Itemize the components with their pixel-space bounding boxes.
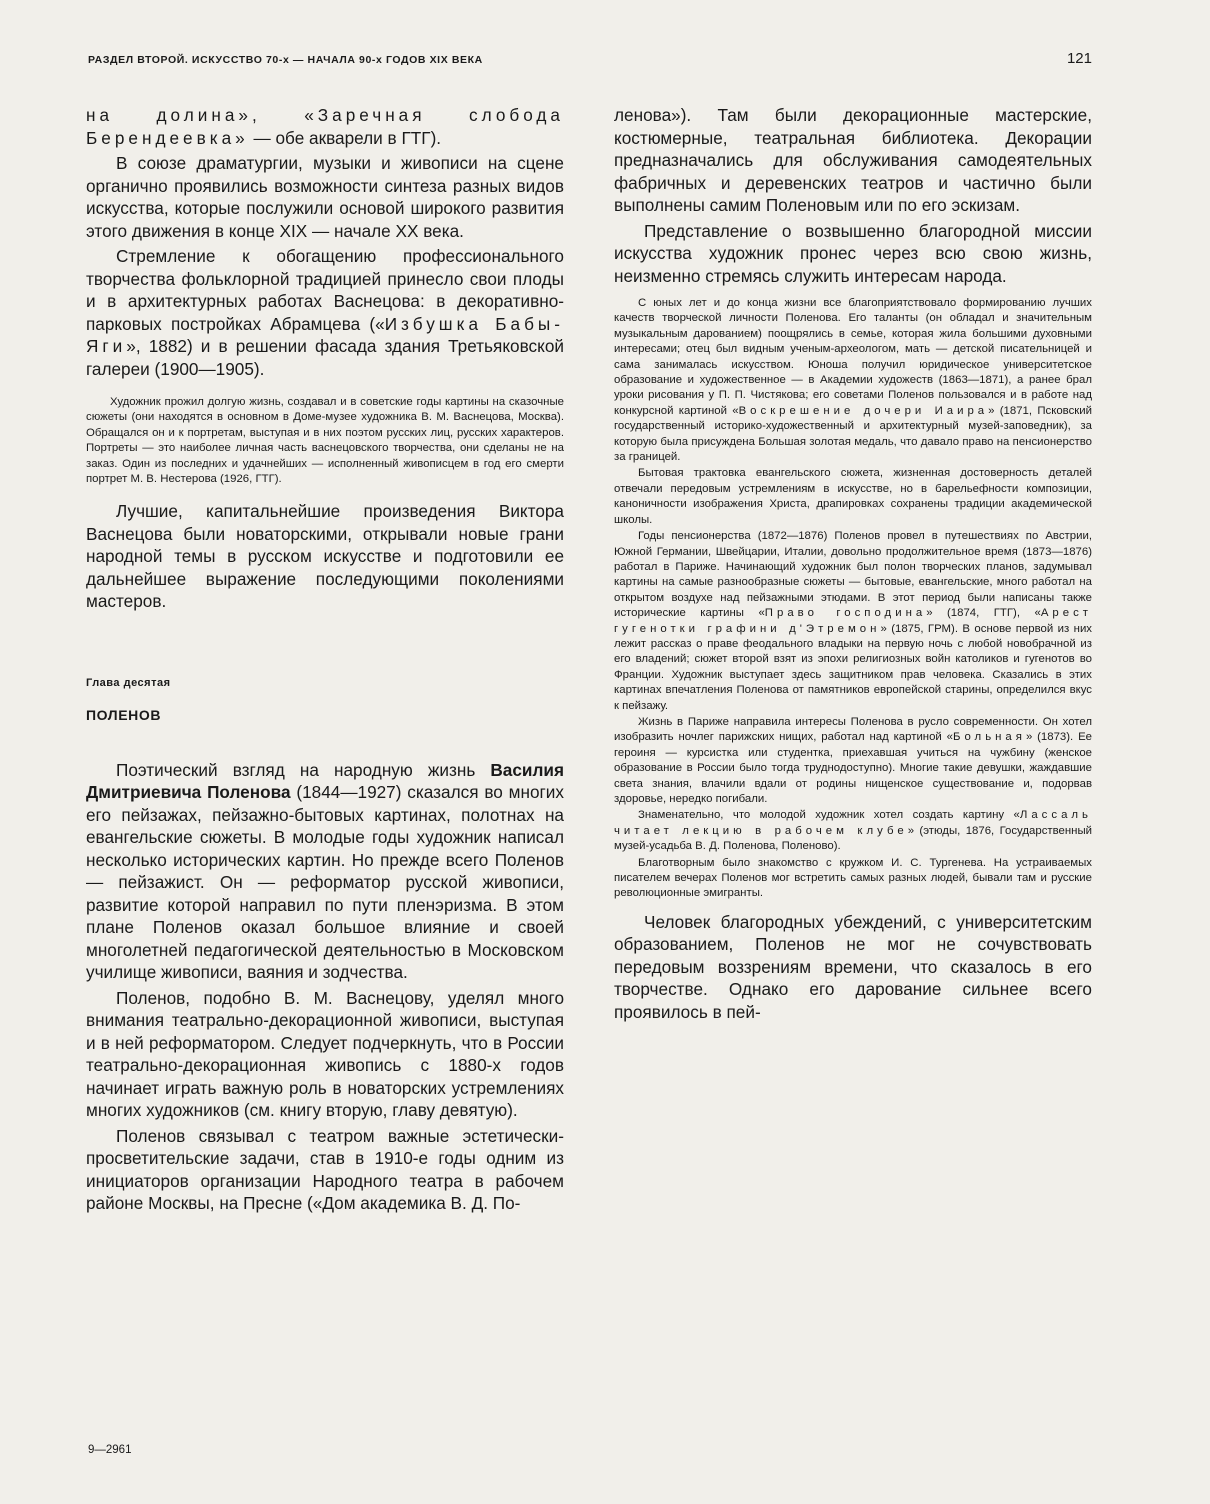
- small-print-paragraph: Художник прожил долгую жизнь, создавал и в советские годы картины на сказочные сюжеты (они находятся в основном в Доме-музее художника В. М. Васнецова, Москва). Обращался он и к портретам, выступая и в них поэтом русских лиц, русских характеров. Портреты — это наиболее личная часть васнецовского творчества, они сделаны не на заказ. Один из последних и удачнейших — исполненный живописцем в год его смерти портрет М. В. Нестерова (1926, ГТГ).: [86, 396, 564, 486]
- paragraph: Лучшие, капитальнейшие произведения Виктора Васнецова были новаторскими, открывали новые грани народной темы в русском искусстве и подготовили ее дальнейшее выражение последующими поколениями мастеров.: [86, 501, 564, 612]
- running-head: РАЗДЕЛ ВТОРОЙ. ИСКУССТВО 70-х — НАЧАЛА 90-х ГОДОВ XIX ВЕКА: [88, 54, 483, 66]
- spaced-title: Арест гугенотки графини д'Этремон: [614, 607, 1092, 635]
- paragraph: Поленов, подобно В. М. Васнецову, уделял много внимания театрально-декорационной живописи, выступая и в ней реформатором. Следует подчеркнуть, что в России театрально-декорационная живопись с 1880-х годов начинает играть важную роль в новаторских устремлениях многих художников (см. книгу вторую, главу девятую).: [86, 987, 564, 1121]
- paragraph: Стремление к обогащению профессионального творчества фольклорной традицией принесло свои плоды и в архитектурных работах Васнецова: в декоративно-парковых постройках Абрамцева («Избушка Бабы-Яги», 1882) и в решении фасада здания Третьяковской галереи (1900—1905).: [86, 246, 564, 379]
- spaced-title: Право господина: [764, 607, 927, 620]
- spaced-title: на долина», «Заречная слобода Берендеевка»: [86, 105, 564, 148]
- spaced-title: Лассаль читает лекцию в рабочем клубе: [614, 809, 1092, 837]
- small-print-paragraph: Знаменательно, что молодой художник хотел создать картину «Лассаль читает лекцию в рабочем клубе» (этюды, 1876, Государственный музей-усадьба В. Д. Поленова, Поленово).: [614, 809, 1092, 853]
- paragraph: ленова»). Там были декорационные мастерские, костюмерные, театральная библиотека. Декорации предназначались для обслуживания самодеятельных фабричных и деревенских театров и частично были выполнены самим Поленовым или по его эскизам.: [614, 105, 1092, 215]
- printer-signature: 9—2961: [88, 1444, 132, 1456]
- artist-name: Василия Дмитриевича Поленова: [86, 759, 564, 803]
- paragraph: Поленов связывал с театром важные эстетически-просветительские задачи, став в 1910-е годы одним из инициаторов организации Народного театра в рабочем районе Москвы, на Пресне («Дом академика В. Д. По-: [86, 1125, 564, 1214]
- paragraph: Человек благородных убеждений, с университетским образованием, Поленов не мог не сочувствовать передовым воззрениям времени, что сказалось в его творчестве. Однако его дарование сильнее всего проявилось в пей-: [614, 911, 1092, 1022]
- right-column: [614, 104, 1092, 1026]
- spaced-title: Воскрешение дочери Иаира: [738, 404, 989, 417]
- small-print-paragraph: Бытовая трактовка евангельского сюжета, жизненная достоверность деталей отвечали передовым устремлениям в искусстве, но в барельефности композиции, каноничности изображения Христа, драпировках сохранены традиции академической школы.: [614, 467, 1092, 526]
- paragraph: В союзе драматургии, музыки и живописи на сцене органично проявились возможности синтеза разных видов искусства, которые послужили основой широкого развития этого движения в конце XIX — начале XX века.: [86, 153, 564, 241]
- small-print-paragraph: С юных лет и до конца жизни все благоприятствовало формированию лучших качеств творческой личности Поленова. Его таланты (он обладал и значительным музыкальным дарованием) поощрялись в семье, которая жила большими духовными интересами; отец был видным ученым-археологом, мать — детской писательницей и сама занималась искусством. Юноша получил юридическое университетское образование и художественное — в Академии художеств (1863—1871), а ранее брал уроки рисования у П. П. Чистякова; его советами Поленов пользовался и в работе над конкурсной картиной «Воскрешение дочери Иаира» (1871, Псковский государственный историко-художественный и архитектурный музей-заповедник), за которую была присуждена Большая золотая медаль, что давало право на пенсионерство за границей.: [614, 297, 1092, 464]
- spaced-title: Больная: [953, 731, 1026, 744]
- page-number: 121: [1066, 50, 1092, 67]
- chapter-title: ПОЛЕНОВ: [86, 706, 162, 723]
- spaced-title: Избушка Бабы-Яги: [86, 313, 564, 356]
- chapter-label: Глава десятая: [86, 676, 171, 689]
- small-print-paragraph: Годы пенсионерства (1872—1876) Поленов провел в путешествиях по Австрии, Южной Германии, Швейцарии, Италии, довольно продолжительное время (1873—1876) работал в Париже. Начинающий художник был полон творческих планов, задумывал картины на самые разнообразные сюжеты — бытовые, евангельские, много работал на открытом воздухе над пейзажными этюдами. В этот период были написаны также исторические картины «Право господина» (1874, ГТГ), «Арест гугенотки графини д'Этремон» (1875, ГРМ). В основе первой из них лежит рассказ о праве феодального владыки на первую ночь с любой новобрачной из его владений; сюжет второй взят из эпохи религиозных войн католиков и гугенотов во Франции. Художник выступает здесь защитником прав человека. Сказались в этих картинах впечатления Поленова от памятников европейской старины, определился вкус к пейзажу.: [614, 530, 1092, 712]
- paragraph: Поэтический взгляд на народную жизнь Василия Дмитриевича Поленова (1844—1927) сказался во многих его пейзажах, пейзажно-бытовых картинах, полотнах на евангельские сюжеты. В молодые годы художник написал несколько исторических картин. Но прежде всего Поленов — пейзажист. Он — реформатор русской живописи, развитие которой направил по пути пленэризма. В этом плане Поленов оказал большое влияние и своей многолетней педагогической деятельностью в Московском училище живописи, ваяния и зодчества.: [86, 759, 565, 983]
- small-print-paragraph: Жизнь в Париже направила интересы Поленова в русло современности. Он хотел изобразить ночлег парижских нищих, работал над картиной «Больная» (1873). Ее героиня — курсистка или студентка, приехавшая учиться на чужбину (женское образование в России было тогда труднодоступно). Многие такие девушки, жаждавшие света знания, влачили вдали от родины нищенское существование и, подорвав здоровье, нередко погибали.: [614, 715, 1092, 805]
- paragraph: на долина», «Заречная слобода Берендеевка» — обе акварели в ГТГ).: [86, 105, 564, 148]
- small-print-paragraph: Благотворным было знакомство с кружком И. С. Тургенева. На устраиваемых писателем вечерах Поленов мог встретить самых разных людей, бывали там и русские революционные эмигранты.: [614, 856, 1092, 900]
- paragraph: Представление о возвышенно благородной миссии искусства художник пронес через всю свою жизнь, неизменно стремясь служить интересам народа.: [614, 220, 1092, 286]
- left-column: [86, 104, 564, 1218]
